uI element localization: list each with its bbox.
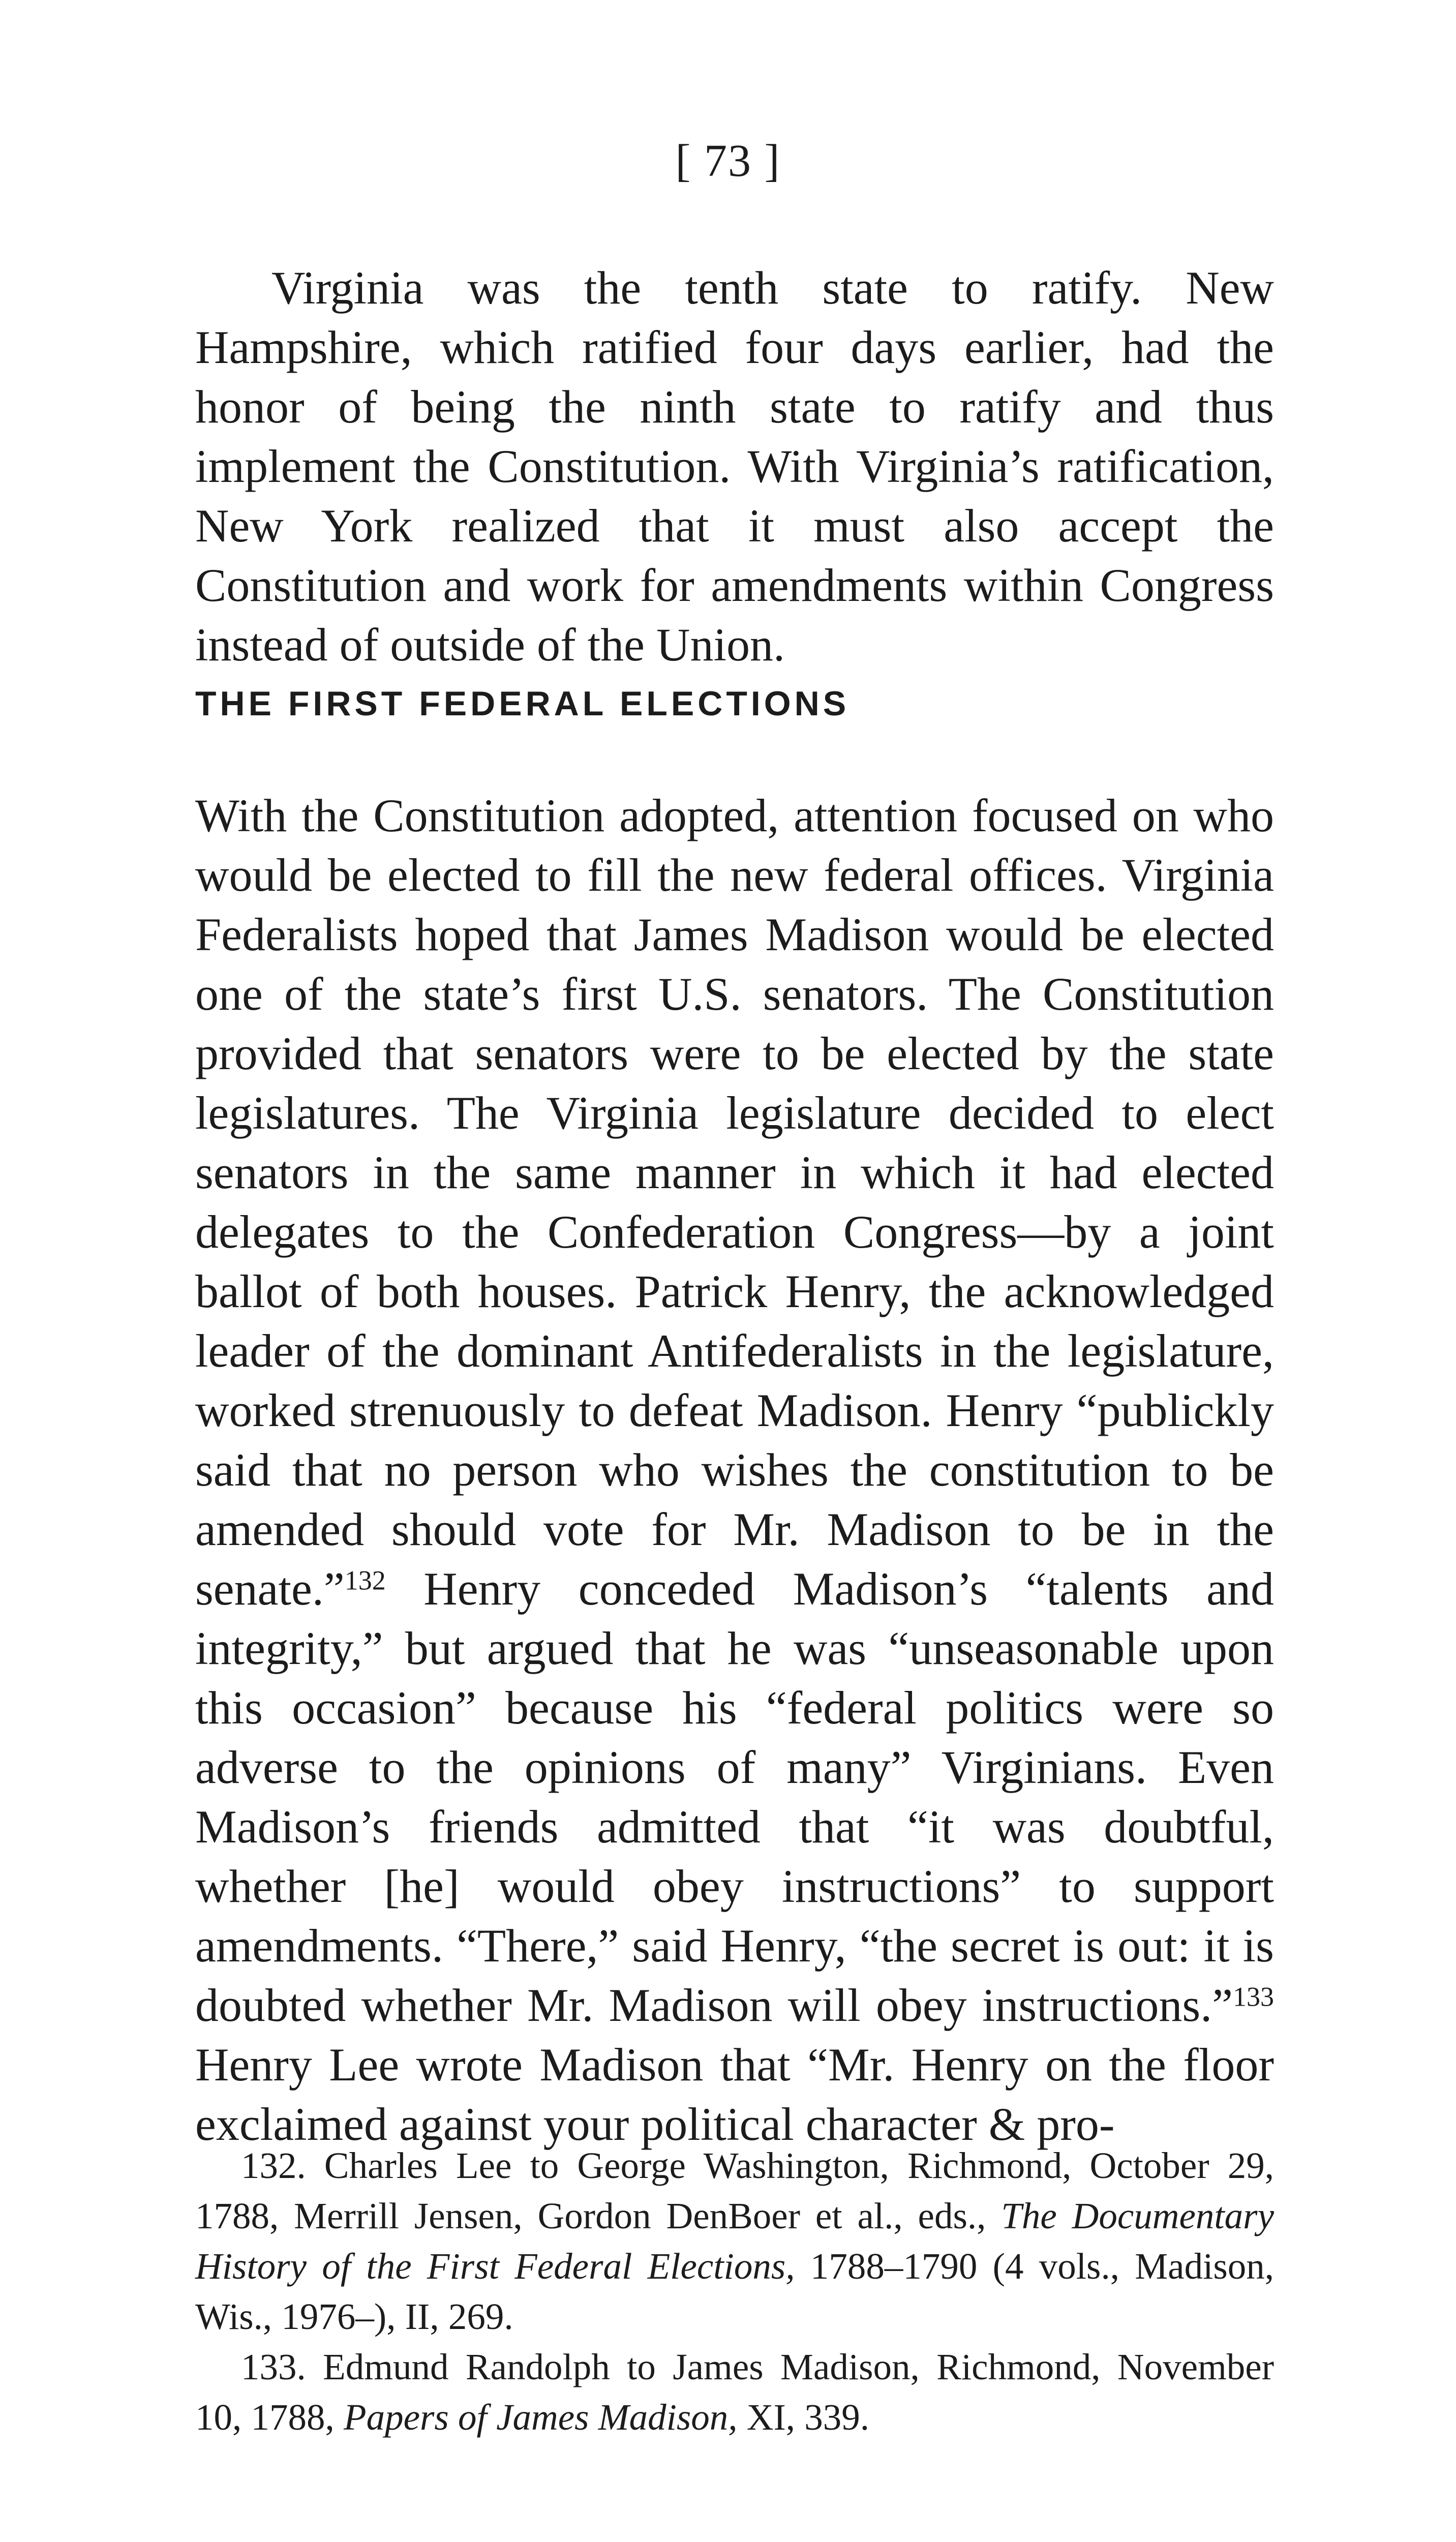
footnote-title: Papers of James Madison,	[344, 2397, 738, 2438]
footnote-text: 1788–1790 (4 vols., Madison, Wis., 1976–), II, 269.	[195, 2246, 1275, 2337]
footnote-133	[195, 2342, 1274, 2442]
main-paragraph-part-1: With the Constitution adopted, attention focused on who would be elected to fill the new federal offices. Virginia Federalists hoped that James Madison would be elected one of the state’s first U.S. senators. The Constitution provided that senators were to be elected by the state legislatures. The Virginia legislature decided to elect senators in the same manner in which it had elected delegates to the Confederation Congress—by a joint ballot of both houses. Patrick Henry, the acknowledged leader of the dominant Antifederalists in the legislature, worked strenuously to defeat Madison. Henry “publickly said that no person who wishes the constitution to be amended should vote for Mr. Madison to be in the senate.”	[195, 790, 1274, 1615]
footnotes	[195, 2140, 1274, 2442]
footnote-number: 132.	[241, 2145, 306, 2186]
footnote-text: XI, 339.	[737, 2397, 870, 2438]
main-section	[195, 786, 1274, 2154]
footnote-text: Edmund Randolph to James Madison, Richmond, November 10, 1788,	[195, 2346, 1275, 2438]
section-heading: THE FIRST FEDERAL ELECTIONS	[195, 684, 850, 723]
intro-section	[195, 258, 1274, 675]
footnote-title: The Documentary History of the First Federal Elections,	[195, 2195, 1274, 2287]
footnote-reference-133: 133	[1233, 1981, 1274, 2012]
footnote-132	[195, 2140, 1274, 2342]
main-paragraph	[195, 786, 1274, 2154]
footnote-text: Charles Lee to George Washington, Richmond, October 29, 1788, Merrill Jensen, Gordon DenBoer et al., eds.,	[195, 2145, 1274, 2236]
intro-paragraph: Virginia was the tenth state to ratify. New Hampshire, which ratified four days earlier, had the honor of being the ninth state to ratify and thus implement the Constitution. With Virginia’s ratification, New York realized that it must also accept the Constitution and work for amendments within Congress instead of outside of the Union.	[195, 262, 1274, 671]
main-paragraph-part-2: Henry conceded Madison’s “talents and integrity,” but argued that he was “unseasonable upon this occasion” because his “federal politics were so adverse to the opinions of many” Virginians. Even Madison’s friends admitted that “it was doubtful, whether [he] would obey instructions” to support amendments. “There,” said Henry, “the secret is out: it is doubted whether Mr. Madison will obey instructions.”	[195, 1563, 1274, 2031]
footnote-reference-132: 132	[344, 1565, 386, 1596]
main-paragraph-part-3: Henry Lee wrote Madison that “Mr. Henry on the floor exclaimed against your political character & pro-	[195, 2039, 1274, 2150]
page-number: [ 73 ]	[675, 136, 781, 186]
footnote-number: 133.	[241, 2346, 306, 2387]
